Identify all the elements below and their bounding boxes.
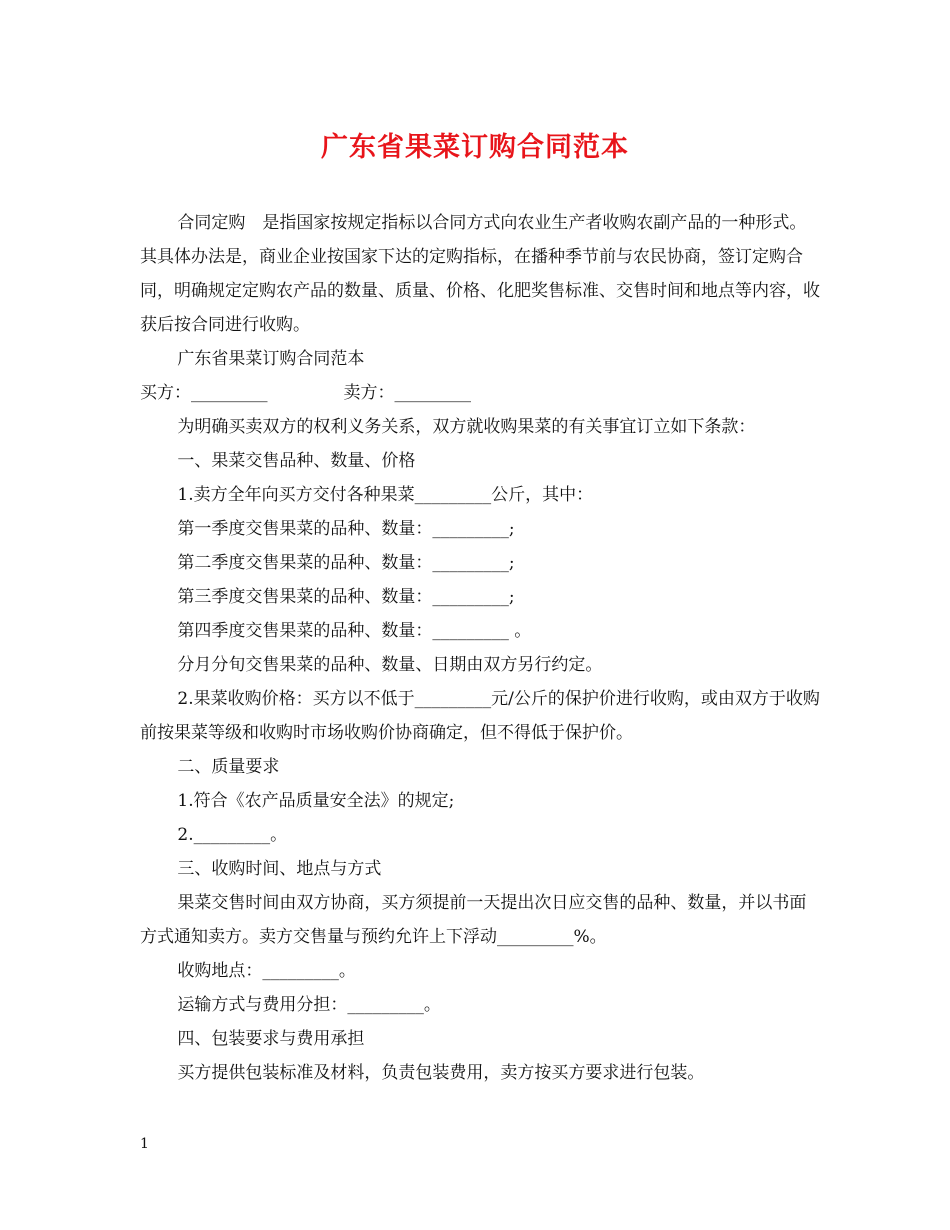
clause-paragraph: 2.果菜收购价格：买方以不低于_________元/公斤的保护价进行收购，或由双方于收购前按果菜等级和收购时市场收购价协商确定，但不得低于保护价。 — [140, 689, 820, 743]
clause-paragraph: 1.符合《农产品质量安全法》的规定; — [177, 791, 455, 811]
parties-line — [140, 376, 820, 410]
document-title: 广东省果菜订购合同范本 — [321, 132, 629, 163]
intro-paragraph: 合同定购 是指国家按规定指标以合同方式向农业生产者收购农副产品的一种形式。其具体办法是，商业企业按国家下达的定购指标，在播种季节前与农民协商，签订定购合同，明确规定定购农产品的数量、质量、价格、化肥奖售标准、交售时间和地点等内容，收获后按合同进行收购。 — [140, 213, 820, 335]
clause-paragraph: 收购地点：_________。 — [177, 961, 356, 981]
buyer-field: 买方：_________ — [140, 383, 268, 403]
document-body — [140, 206, 820, 1090]
clause-paragraph: 第四季度交售果菜的品种、数量：_________ 。 — [177, 621, 532, 641]
clause-paragraph: 2._________。 — [177, 825, 288, 845]
clause-paragraph: 分月分旬交售果菜的品种、数量、日期由双方另行约定。 — [177, 655, 603, 675]
clause-paragraph: 运输方式与费用分担：_________。 — [177, 995, 441, 1015]
clause-paragraph: 买方提供包装标准及材料，负责包装费用，卖方按买方要求进行包装。 — [177, 1063, 705, 1083]
section-heading: 四、包装要求与费用承担 — [177, 1029, 365, 1049]
clause-paragraph: 1.卖方全年向买方交付各种果菜_________公斤，其中： — [177, 485, 594, 505]
section-heading: 三、收购时间、地点与方式 — [177, 859, 382, 879]
seller-field: 卖方：_________ — [343, 383, 471, 403]
section-heading: 二、质量要求 — [177, 757, 280, 777]
clause-paragraph: 果菜交售时间由双方协商，买方须提前一天提出次日应交售的品种、数量，并以书面方式通知卖方。卖方交售量与预约允许上下浮动_________%。 — [140, 893, 807, 947]
clause-paragraph: 第三季度交售果菜的品种、数量：_________; — [177, 587, 515, 607]
clause-paragraph: 为明确买卖双方的权利义务关系，双方就收购果菜的有关事宜订立如下条款： — [177, 417, 756, 437]
clause-paragraph: 第二季度交售果菜的品种、数量：_________; — [177, 553, 515, 573]
subtitle-paragraph: 广东省果菜订购合同范本 — [177, 349, 365, 369]
clause-paragraph: 第一季度交售果菜的品种、数量：_________; — [177, 519, 515, 539]
page-number: 1 — [140, 1136, 149, 1152]
section-heading: 一、果菜交售品种、数量、价格 — [177, 451, 416, 471]
